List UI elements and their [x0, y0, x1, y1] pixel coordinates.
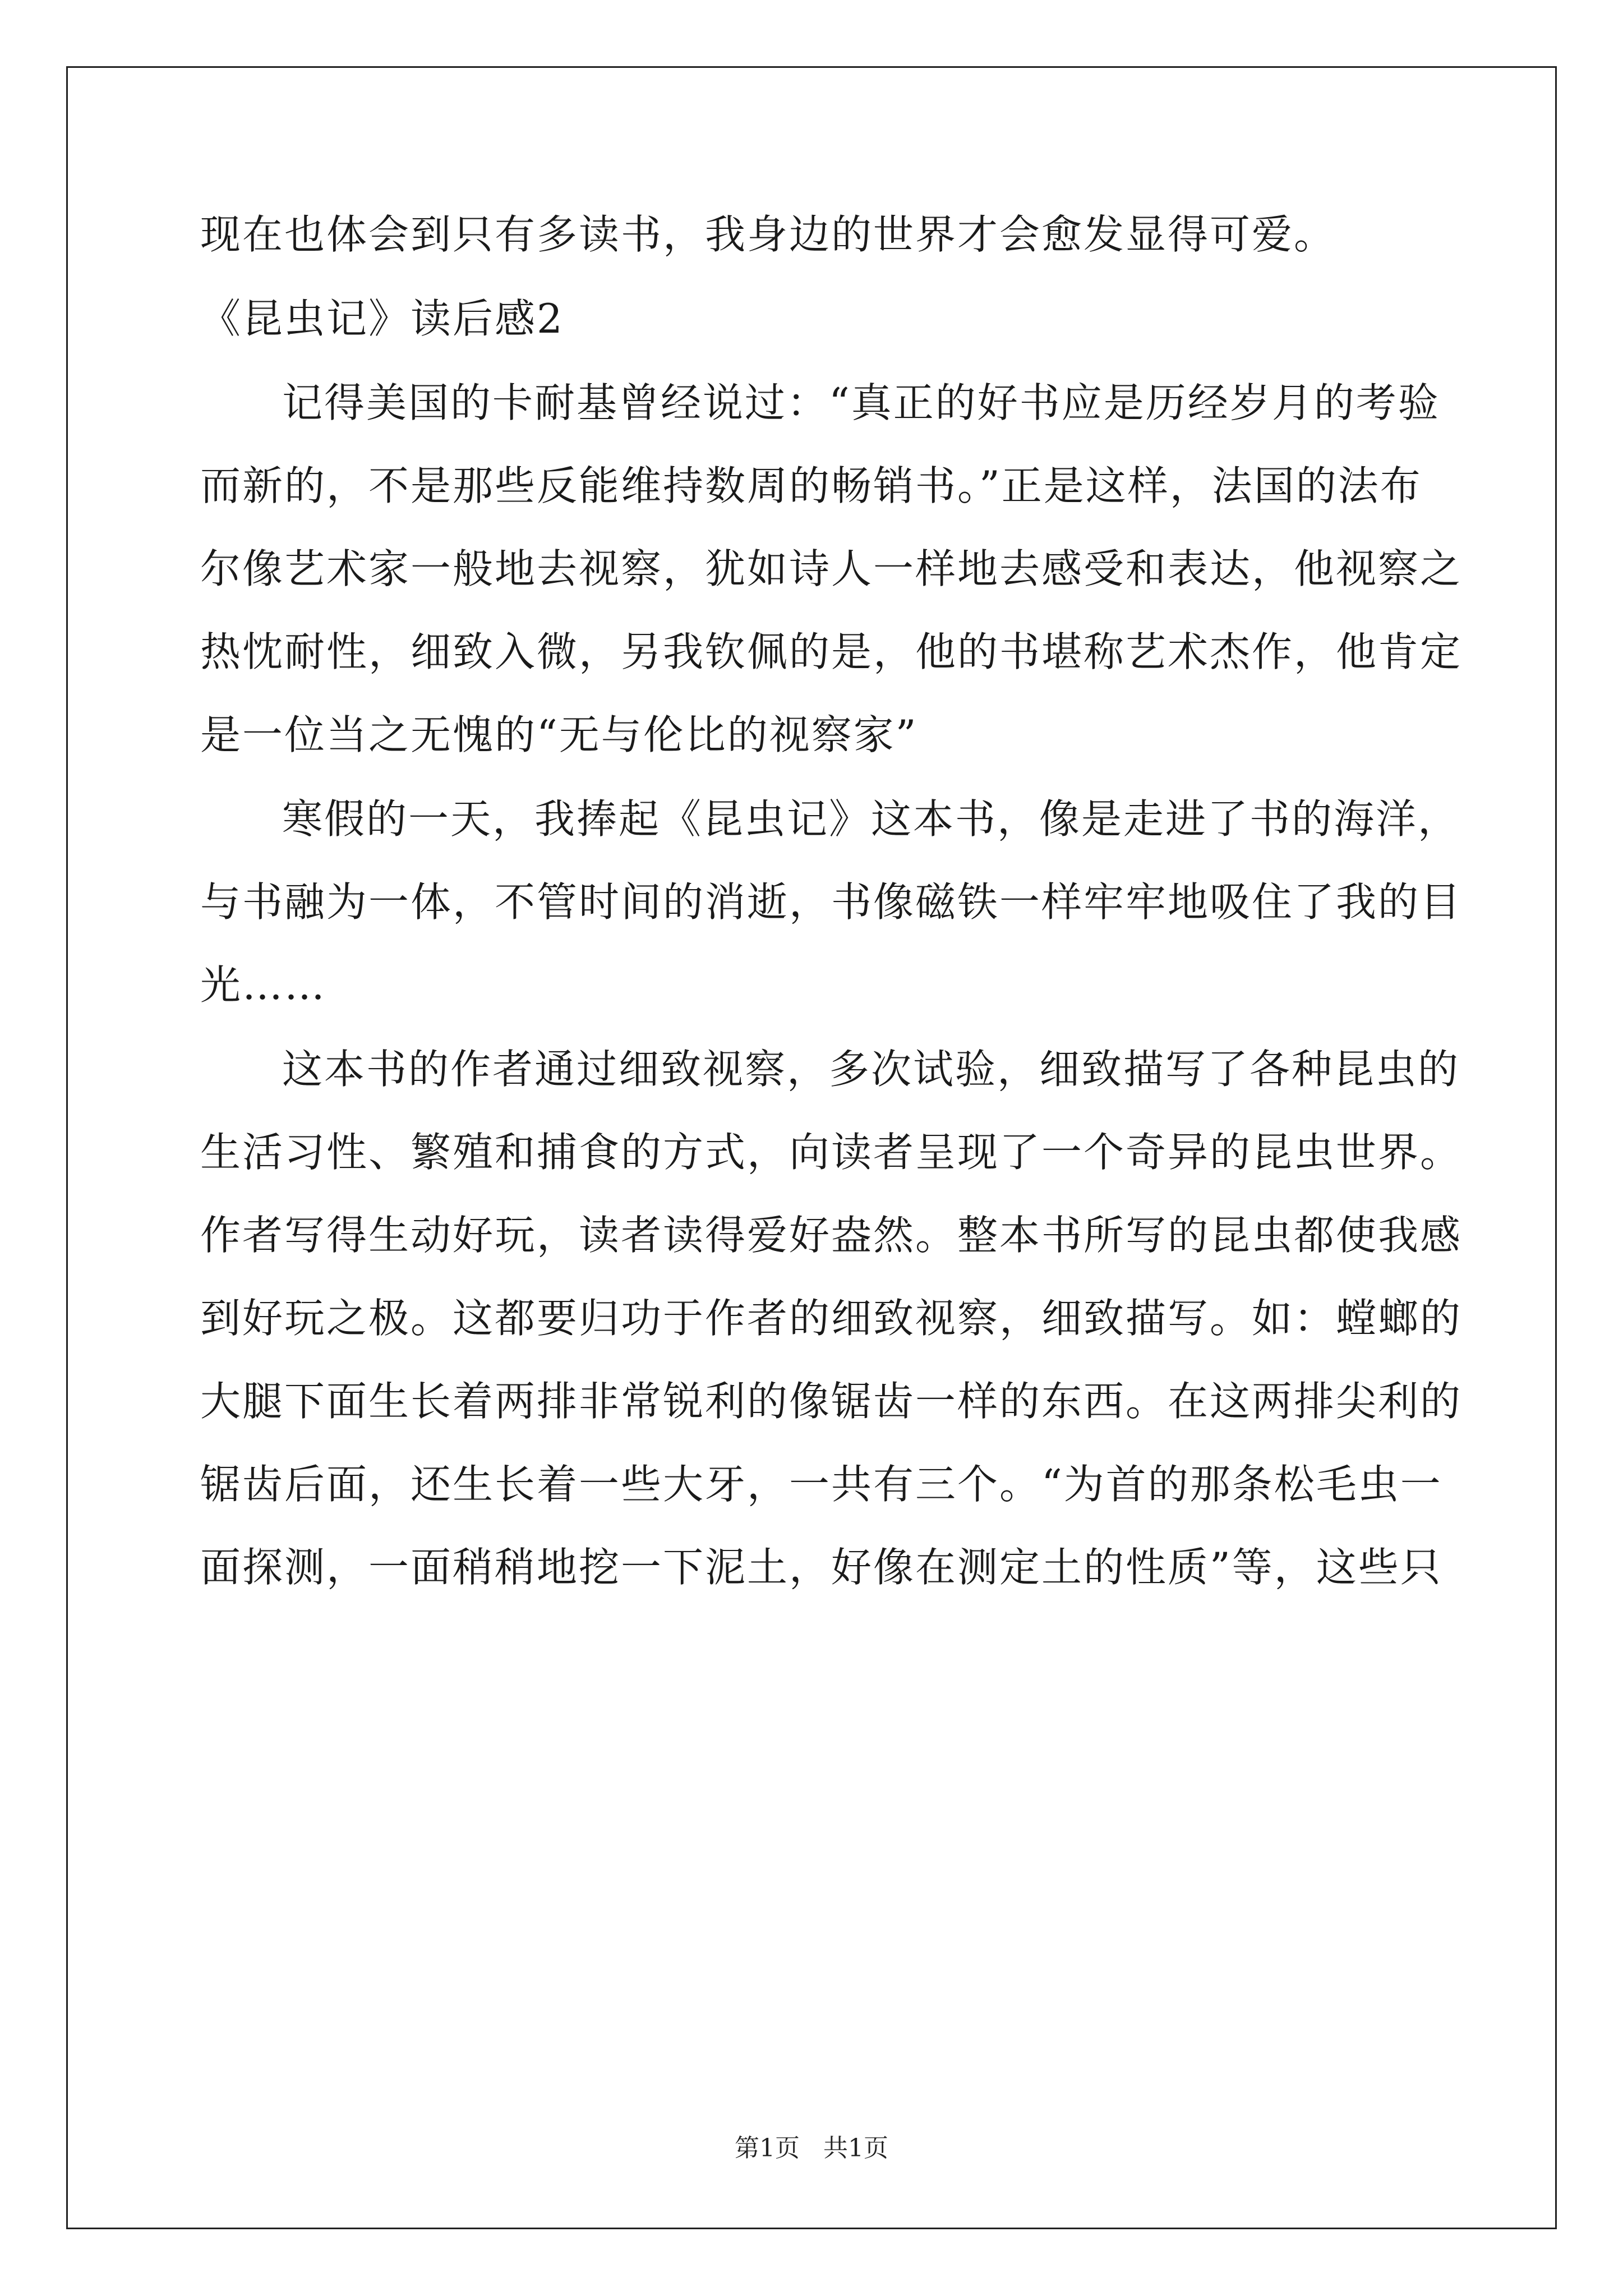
paragraph-line: 是一位当之无愧的“无与伦比的视察家”: [200, 711, 918, 758]
paragraph-line: 大腿下面生长着两排非常锐利的像锯齿一样的东西。在这两排尖利的: [200, 1378, 1463, 1425]
paragraph-line: 锯齿后面，还生长着一些大牙，一共有三个。“为首的那条松毛虫一: [200, 1461, 1442, 1508]
paragraph-line: 热忱耐性，细致入微，另我钦佩的是，他的书堪称艺术杰作，他肯定: [200, 628, 1463, 675]
paragraph-line: 与书融为一体，不管时间的消逝，书像磁铁一样牢牢地吸住了我的目: [200, 878, 1463, 926]
paragraph-line: 生活习性、繁殖和捕食的方式，向读者呈现了一个奇异的昆虫世界。: [200, 1129, 1463, 1176]
paragraph-line: 现在也体会到只有多读书，我身边的世界才会愈发显得可爱。: [200, 211, 1336, 258]
paragraph-line: 尔像艺术家一般地去视察，犹如诗人一样地去感受和表达，他视察之: [200, 545, 1463, 592]
paragraph-line: 记得美国的卡耐基曾经说过：“真正的好书应是历经岁月的考验: [282, 379, 1440, 426]
paragraph-line: 而新的，不是那些反能维持数周的畅销书。”正是这样，法国的法布: [200, 462, 1422, 509]
page-number-footer: 第1页 共1页: [735, 2134, 888, 2162]
paragraph-line: 这本书的作者通过细致视察，多次试验，细致描写了各种昆虫的: [282, 1046, 1460, 1093]
paragraph-line: 作者写得生动好玩，读者读得爱好盎然。整本书所写的昆虫都使我感: [200, 1212, 1463, 1259]
paragraph-line: 到好玩之极。这都要归功于作者的细致视察，细致描写。如：螳螂的: [200, 1295, 1463, 1342]
paragraph-line: 面探测，一面稍稍地挖一下泥土，好像在测定土的性质”等，这些只: [200, 1544, 1442, 1591]
paragraph-line: 寒假的一天，我捧起《昆虫记》这本书，像是走进了书的海洋，: [282, 795, 1460, 843]
paragraph-line: 光……: [200, 961, 327, 1009]
section-heading: 《昆虫记》读后感2: [200, 295, 564, 342]
